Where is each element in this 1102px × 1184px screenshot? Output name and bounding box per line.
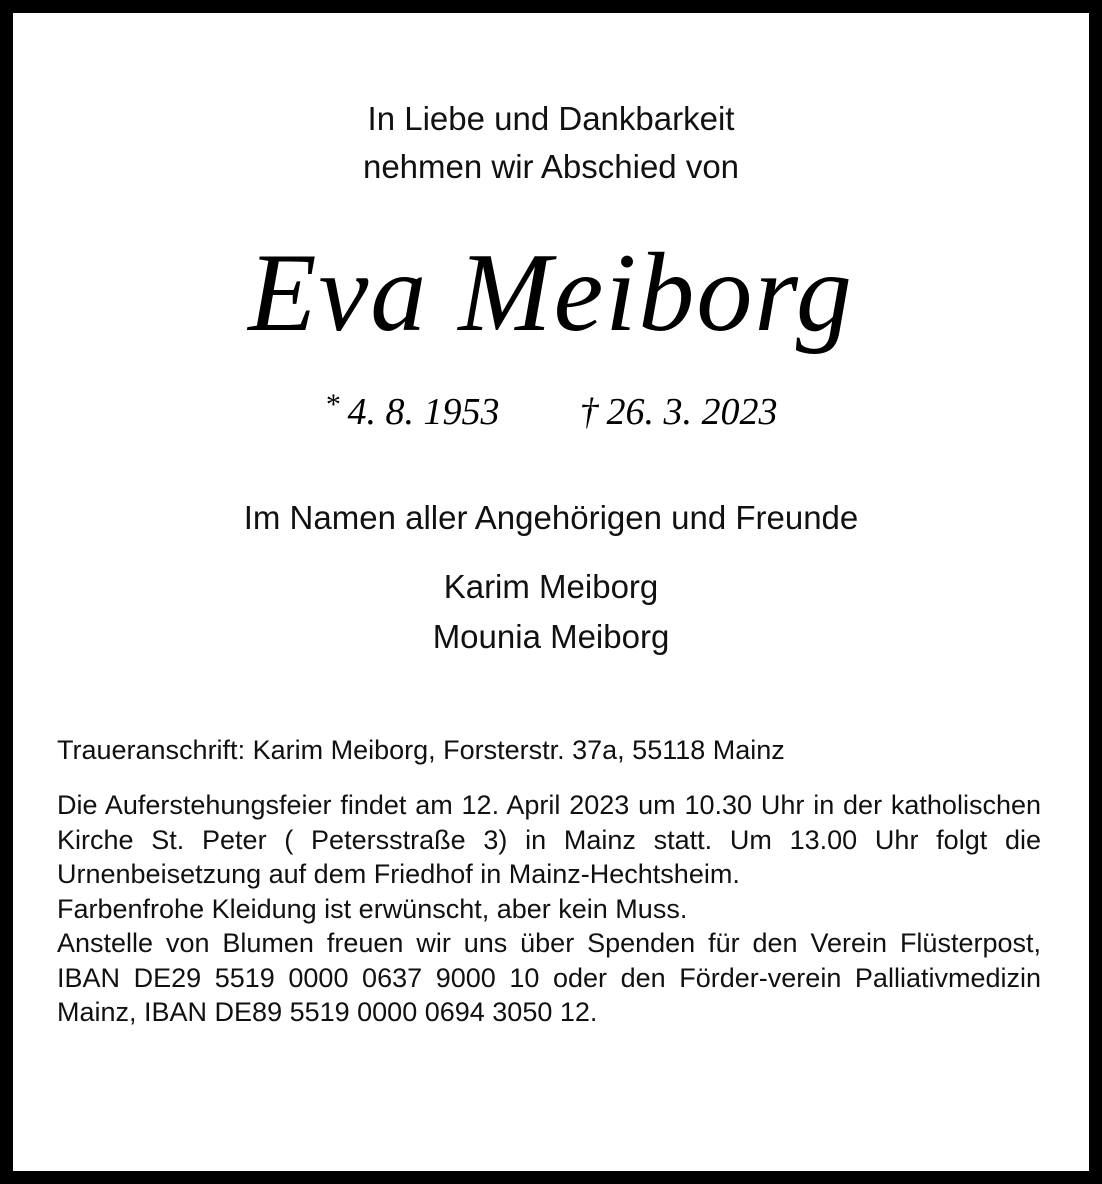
life-dates	[0, 380, 1102, 437]
intro-line-2: nehmen wir Abschied von	[362, 148, 740, 185]
mourner-name: Karim Meiborg	[443, 568, 659, 605]
birth-star-icon: *	[324, 388, 340, 421]
mourning-address: Traueranschrift: Karim Meiborg, Forsterstr. 37a, 55118 Mainz	[57, 735, 785, 765]
details-text	[57, 788, 1041, 1030]
birth-date: 4. 8. 1953	[347, 391, 500, 433]
ceremony-paragraph: Die Auferstehungsfeier findet am 12. April 2023 um 10.30 Uhr in der katholischen Kirche St. Peter ( Petersstraße 3) in Mainz statt. Um 13.00 Uhr folgt die Urnenbeisetzung auf dem Friedhof in Mainz-Hechtsheim.	[57, 790, 1041, 889]
mourner-name: Mounia Meiborg	[432, 618, 670, 655]
donation-paragraph: Anstelle von Blumen freuen wir uns über Spenden für den Verein Flüsterpost, IBAN DE29 5519 0000 0637 9000 10 oder den Förder-verein Palliativmedizin Mainz, IBAN DE89 5519 0000 0694 3050 12.	[57, 928, 1041, 1027]
intro-line-1: In Liebe und Dankbarkeit	[367, 100, 735, 137]
deceased-name: Eva Meiborg	[248, 231, 854, 355]
death-date: 26. 3. 2023	[606, 391, 778, 433]
mourners-intro: Im Namen aller Angehörigen und Freunde	[243, 499, 859, 536]
dress-code-paragraph: Farbenfrohe Kleidung ist erwünscht, aber kein Muss.	[57, 893, 688, 924]
death-cross-icon: †	[579, 391, 599, 433]
